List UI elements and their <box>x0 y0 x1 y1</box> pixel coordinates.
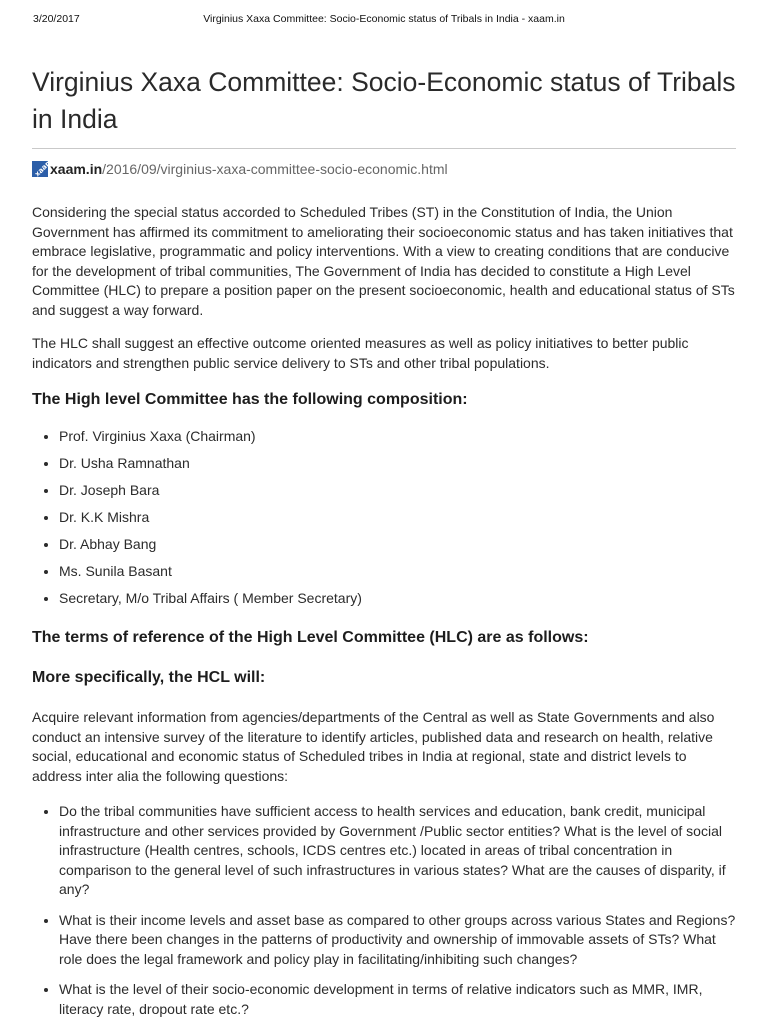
list-item: • What is their income levels and asset base as compared to other groups across various States and Regions? Have there been changes in the patterns of productivity and ownership of immovable assets of STs? What role does the legal framework and policy play in facilitating/inhibiting such changes? <box>59 911 736 970</box>
hlc-paragraph: The HLC shall suggest an effective outcome oriented measures as well as policy initiatives to better public indicators and strengthen public service delivery to STs and other tribal populations. <box>32 335 689 371</box>
article-title: Virginius Xaxa Committee: Socio-Economic status of Tribals in India <box>32 64 736 149</box>
print-header <box>0 0 768 30</box>
list-item: • Prof. Virginius Xaxa (Chairman) <box>59 427 736 446</box>
url-domain[interactable]: xaam.in <box>50 161 103 177</box>
hcl-heading: More specifically, the HCL will: <box>32 669 266 686</box>
member-list <box>32 427 736 608</box>
intro-paragraph: Considering the special status accorded to Scheduled Tribes (ST) in the Constitution of India, the Union Government has affirmed its commitment to ameliorating their socioeconomic status and has taken initiatives that embrace legislative, programmatic and policy interventions. With a view to creating conditions that are conducive for the development of tribal communities, The Government of India has decided to constitute a High Level Committee (HLC) to prepare a position paper on the present socioeconomic, health and educational status of STs and suggest a way forward. <box>32 204 735 318</box>
terms-heading: The terms of reference of the High Level Committee (HLC) are as follows: <box>32 629 589 646</box>
survey-paragraph: Acquire relevant information from agencies/departments of the Central as well as State Governments and also conduct an intensive survey of the literature to identify articles, published data and research on health, relative social, educational and economic status of Scheduled tribes in India at regional, state and district levels to address inter alia the following questions: <box>32 709 715 784</box>
list-item: • Dr. Joseph Bara <box>59 481 736 500</box>
print-title: Virginius Xaxa Committee: Socio-Economic status of Tribals in India - xaam.in <box>203 13 565 25</box>
list-item: • Ms. Sunila Basant <box>59 562 736 581</box>
article <box>32 64 736 1030</box>
composition-heading: The High level Committee has the following composition: <box>32 391 468 408</box>
question-list <box>32 802 736 1019</box>
list-item: • Dr. K.K Mishra <box>59 508 736 527</box>
url-path[interactable]: /2016/09/virginius-xaxa-committee-socio-economic.html <box>102 161 448 177</box>
print-date: 3/20/2017 <box>33 13 80 25</box>
list-item: • Secretary, M/o Tribal Affairs ( Member Secretary) <box>59 589 736 608</box>
list-item: • Dr. Abhay Bang <box>59 535 736 554</box>
source-url[interactable] <box>32 159 736 179</box>
list-item: • What is the level of their socio-economic development in terms of relative indicators such as MMR, IMR, literacy rate, dropout rate etc.? <box>59 980 736 1019</box>
list-item: • Dr. Usha Ramnathan <box>59 454 736 473</box>
xaam-favicon-icon: xaam <box>33 157 54 179</box>
list-item: • Do the tribal communities have sufficient access to health services and education, bank credit, municipal infrastructure and other services provided by Government /Public sector entities? What is the level of social infrastructure (Health centres, schools, ICDS centres etc.) located in areas of tribal concentration in comparison to the general level of such infrastructures in various states? What are the causes of disparity, if any? <box>59 802 736 900</box>
